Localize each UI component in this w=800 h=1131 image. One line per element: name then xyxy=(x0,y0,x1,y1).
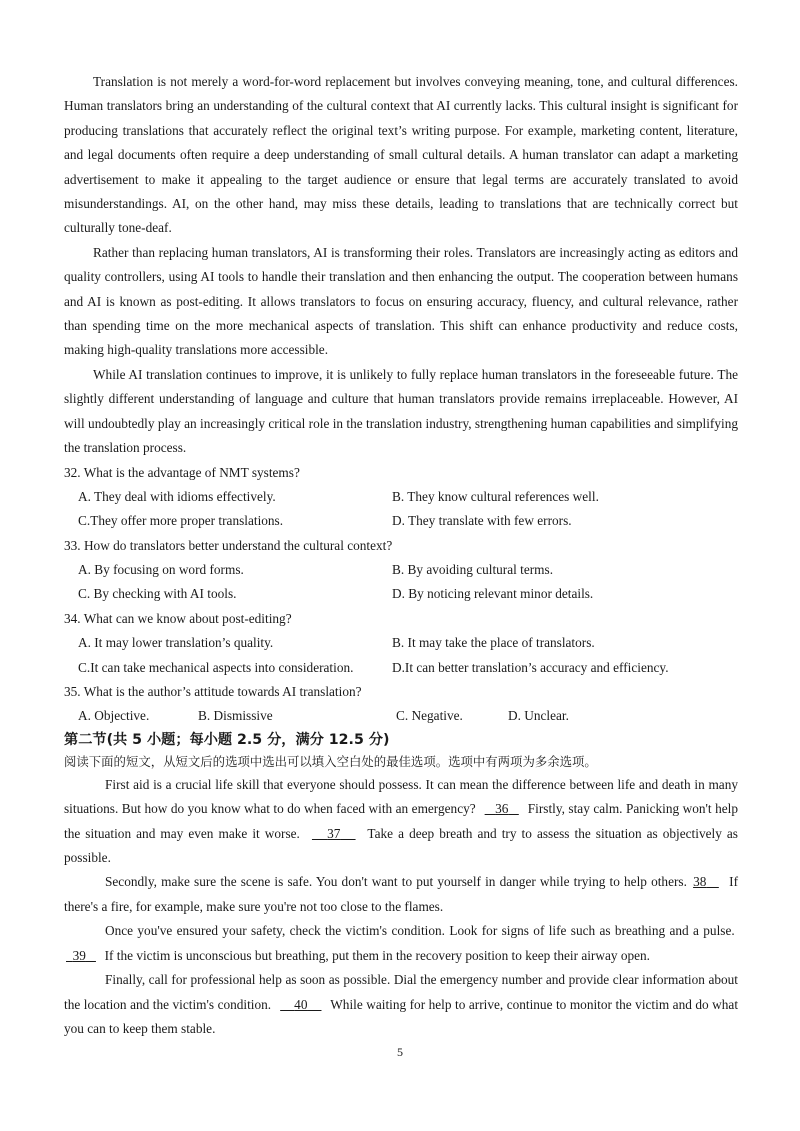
question-32-stem: 32. What is the advantage of NMT systems? xyxy=(64,464,300,480)
section-2-instructions: 阅读下面的短文，从短文后的选项中选出可以填入空白处的最佳选项。选项中有两项为多余选项。 xyxy=(64,753,597,769)
cloze-paragraph-3 xyxy=(64,919,738,968)
cloze-text: Take a deep breath and try to assess the situation as objectively as possible. xyxy=(64,825,738,866)
cloze-paragraph-2 xyxy=(64,870,738,919)
page-number: 5 xyxy=(397,1045,403,1059)
option-34-b: B. It may take the place of translators. xyxy=(392,635,595,651)
option-33-b: B. By avoiding cultural terms. xyxy=(392,562,554,578)
passage-paragraph-3: While AI translation continues to improve, it is unlikely to fully replace human translators in the foreseeable future. The slightly different understanding of language and culture that human translators provide remains irreplaceable. However, AI will undoubtedly play an increasingly critical role in the translation industry, strengthening human capabilities and simplifying the translation process. xyxy=(64,366,738,456)
option-32-d: D. They translate with few errors. xyxy=(392,513,572,529)
section-2-title: 第二节(共 5 小题；每小题 2.5 分，满分 12.5 分) xyxy=(64,731,390,748)
blank-37 xyxy=(310,826,358,841)
option-33-c: C. By checking with AI tools. xyxy=(78,586,237,602)
option-34-c: C.It can take mechanical aspects into consideration. xyxy=(78,659,354,675)
option-33-d: D. By noticing relevant minor details. xyxy=(392,586,594,602)
option-33-a: A. By focusing on word forms. xyxy=(78,562,244,578)
cloze-text: First aid is a crucial life skill that everyone should possess. It can mean the difference between life and death in many situations. But how do you know what to do when faced with an emergency? xyxy=(64,776,738,817)
blank-38 xyxy=(691,874,721,889)
option-34-a: A. It may lower translation’s quality. xyxy=(78,635,274,651)
cloze-text: Once you've ensured your safety, check the victim's condition. Look for signs of life such as breathing and a pulse. xyxy=(105,923,735,939)
blank-39 xyxy=(64,948,98,963)
exam-page xyxy=(64,70,738,1041)
question-34-options-row-1 xyxy=(64,631,738,655)
question-32-options-row-1 xyxy=(64,485,738,509)
option-32-b: B. They know cultural references well. xyxy=(392,488,599,504)
blank-39-number: 39 xyxy=(72,947,86,963)
blank-40-number: 40 xyxy=(294,996,308,1012)
option-32-a: A. They deal with idioms effectively. xyxy=(78,488,276,504)
option-35-a: A. Objective. xyxy=(78,708,150,724)
cloze-text: Secondly, make sure the scene is safe. You don't want to put yourself in danger while trying to help others. xyxy=(105,874,687,890)
blank-38-number: 38 xyxy=(693,874,707,890)
question-32-options-row-2 xyxy=(64,509,738,533)
cloze-paragraph-1 xyxy=(64,773,738,871)
cloze-text: If the victim is unconscious but breathing, put them in the recovery position to keep their airway open. xyxy=(104,947,650,963)
passage-paragraph-2: Rather than replacing human translators, AI is transforming their roles. Translators are increasingly acting as editors and quality controllers, using AI tools to handle their translation and then enhancing the output. The cooperation between humans and AI is known as post-editing. It allows translators to focus on ensuring accuracy, fluency, and cultural relevance, rather than spending time on the more mechanical aspects of translation. This shift can enhance productivity and reduce costs, making high-quality translations more accessible. xyxy=(64,244,738,358)
blank-37-number: 37 xyxy=(327,825,341,841)
question-33-options-row-1 xyxy=(64,558,738,582)
cloze-text: Finally, call for professional help as soon as possible. Dial the emergency number and provide clear information about the location and the victim's condition. xyxy=(64,972,738,1012)
blank-36-number: 36 xyxy=(495,801,509,817)
option-34-d: D.It can better translation’s accuracy and efficiency. xyxy=(392,659,669,675)
question-35-stem: 35. What is the author’s attitude towards AI translation? xyxy=(64,684,362,700)
question-33-stem: 33. How do translators better understand the cultural context? xyxy=(64,537,393,553)
passage-paragraph-1: Translation is not merely a word-for-word replacement but involves conveying meaning, tone, and cultural differences. Human translators bring an understanding of the cultural context that AI currently lacks. This cultural insight is significant for producing translations that accurately reflect the original text’s writing purpose. For example, marketing content, literature, and legal documents often require a deep understanding of small cultural details. A human translator can adapt a marketing advertisement to make it appealing to the target audience or ensure that legal terms are accurately translated to avoid misunderstandings. AI, on the other hand, may miss these details, leading to translations that are technically correct but culturally tone-deaf. xyxy=(64,74,738,236)
blank-36 xyxy=(483,801,521,816)
question-33-options-row-2 xyxy=(64,582,738,606)
question-34-options-row-2 xyxy=(64,656,738,680)
cloze-text: Firstly, stay calm. Panicking won't help the situation and may even make it worse. xyxy=(64,801,738,841)
option-35-d: D. Unclear. xyxy=(508,708,569,724)
cloze-paragraph-4 xyxy=(64,968,738,1041)
blank-40 xyxy=(278,997,323,1012)
question-34-stem: 34. What can we know about post-editing? xyxy=(64,610,292,626)
option-35-c: C. Negative. xyxy=(396,708,463,724)
question-35-options-row xyxy=(64,704,738,728)
option-32-c: C.They offer more proper translations. xyxy=(78,513,284,529)
option-35-b: B. Dismissive xyxy=(198,708,273,724)
cloze-text: If there's a fire, for example, make sure you're not too close to the flames. xyxy=(64,874,738,914)
cloze-text: While waiting for help to arrive, continue to monitor the victim and do what you can to keep them stable. xyxy=(64,996,739,1036)
